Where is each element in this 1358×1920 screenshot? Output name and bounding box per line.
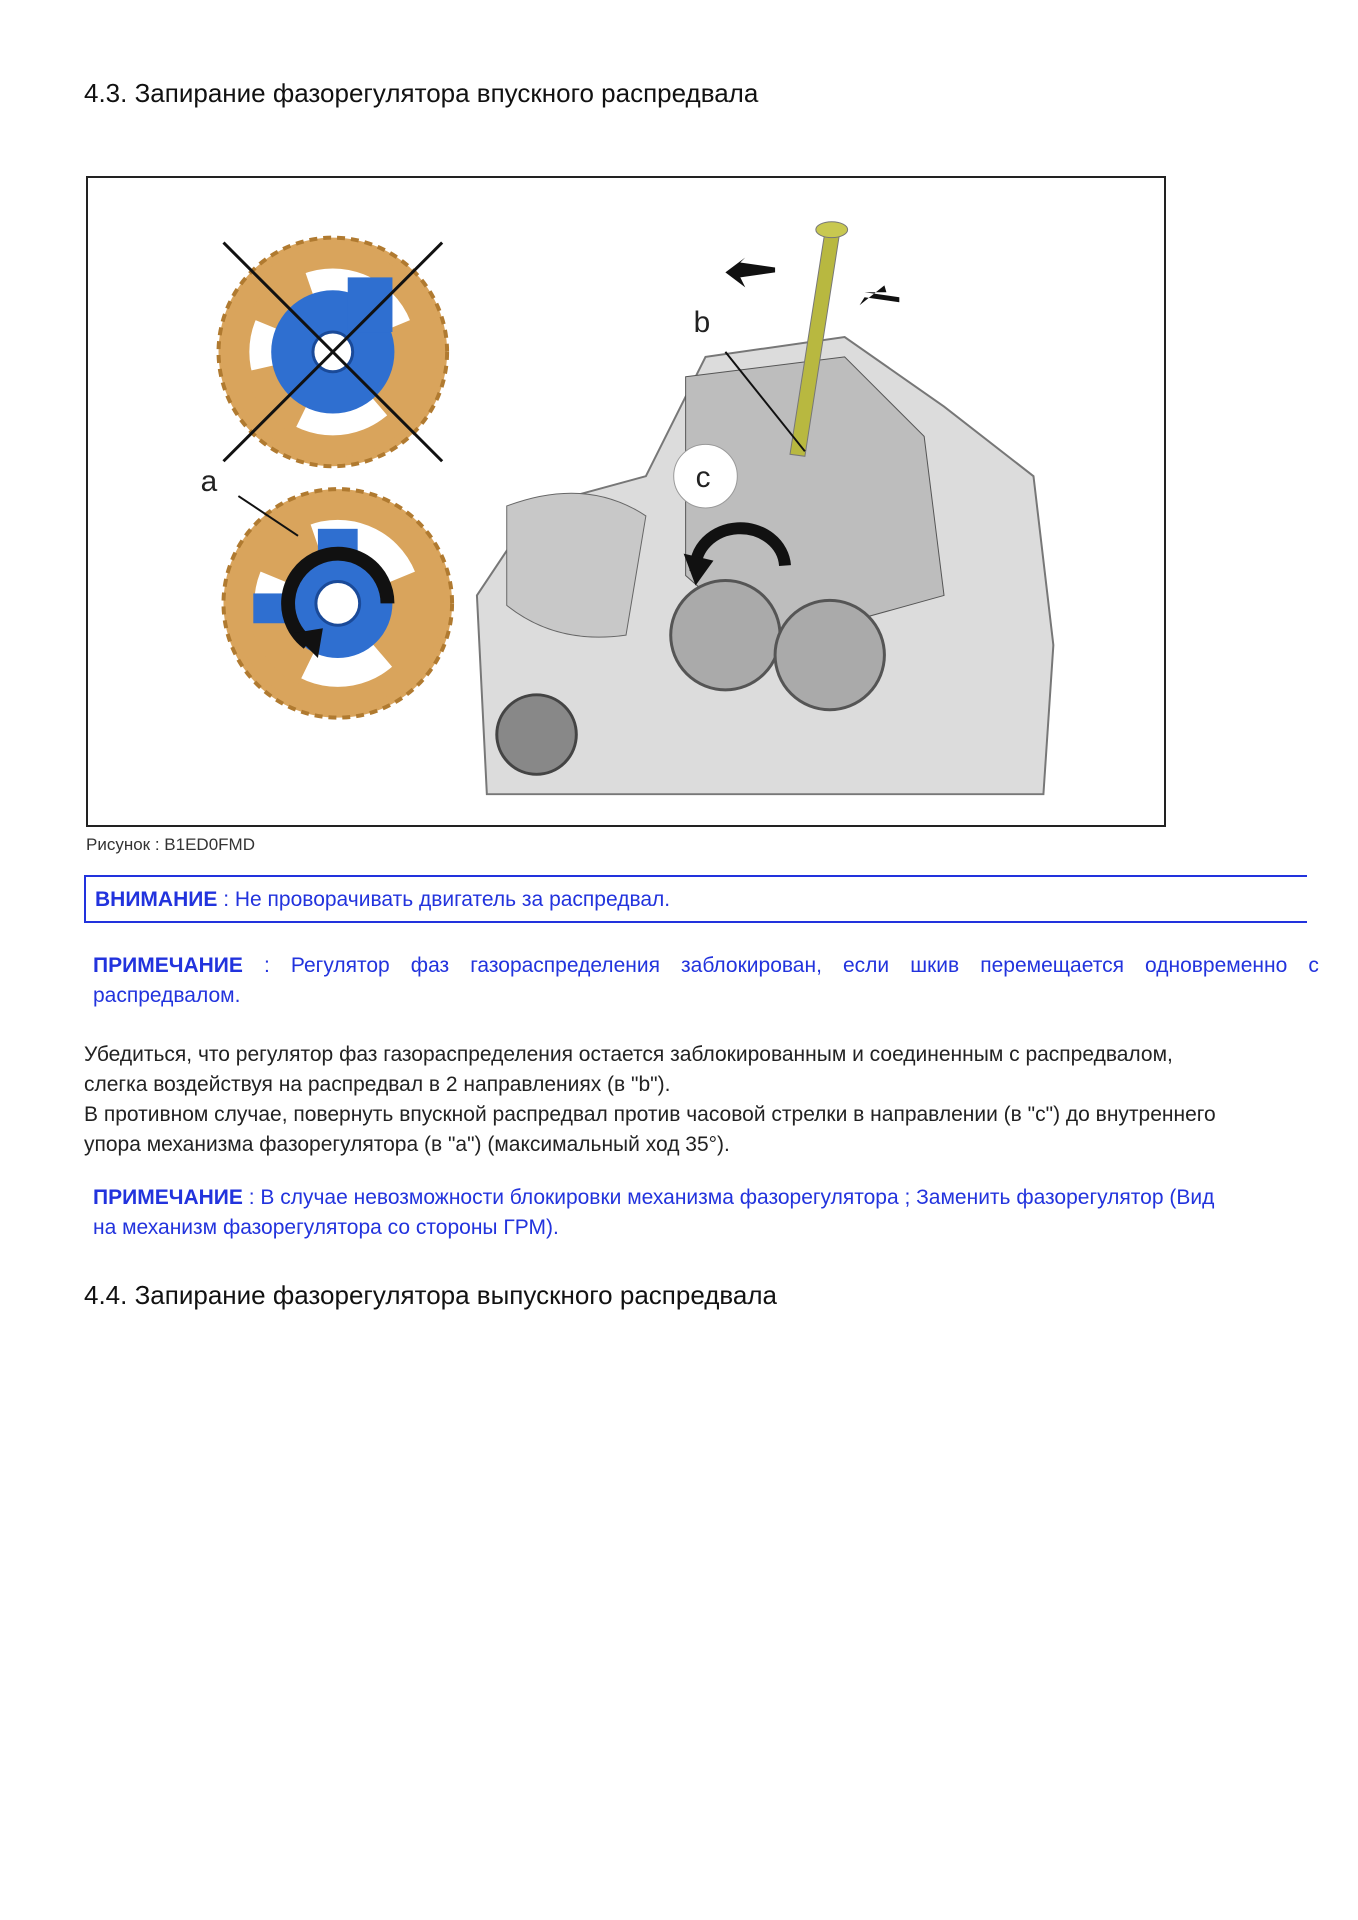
section-heading-4-4: 4.4. Запирание фазорегулятора выпускного распредвала (84, 1280, 777, 1310)
note-2 (93, 1183, 1307, 1243)
paragraph-line: Убедиться, что регулятор фаз газораспределения остается заблокированным и соединенным с распредвалом, (84, 1043, 1173, 1066)
note-text-line2: распредвалом. (93, 984, 241, 1007)
note-word: с (1308, 954, 1319, 977)
figure-caption: Рисунок : B1ED0FMD (86, 835, 255, 854)
label-a: a (200, 465, 218, 499)
note-word: Регулятор (290, 954, 390, 977)
note-text-line2: на механизм фазорегулятора со стороны ГРМ). (93, 1216, 559, 1239)
note-word: : (263, 954, 270, 977)
note-word: газораспределения (470, 954, 660, 977)
note-word: шкив (910, 954, 960, 977)
label-c: c (695, 461, 711, 495)
figure-phaser-locking (86, 176, 1166, 827)
attention-text: : Не проворачивать двигатель за распредвал. (217, 888, 671, 911)
note-word: заблокирован, (681, 954, 822, 977)
gear-wrong-icon (219, 238, 448, 467)
note-1 (93, 951, 1319, 1011)
section-heading-4-3: 4.3. Запирание фазорегулятора впускного распредвала (84, 78, 759, 108)
attention-box (84, 875, 1307, 923)
engine-block (477, 222, 1053, 794)
note-word: перемещается (980, 954, 1124, 977)
label-b: b (693, 306, 711, 340)
note-label: ПРИМЕЧАНИЕ (93, 954, 243, 977)
note-word: фаз (410, 954, 450, 977)
note-word: если (842, 954, 890, 977)
paragraph-line: упора механизма фазорегулятора (в "a") (максимальный ход 35°). (84, 1133, 730, 1156)
gear-correct-icon (223, 489, 452, 718)
instruction-paragraph (84, 1040, 1216, 1160)
note-label: ПРИМЕЧАНИЕ (93, 1186, 243, 1209)
note-word: одновременно (1145, 954, 1288, 977)
paragraph-line: слегка воздействуя на распредвал в 2 направлениях (в "b"). (84, 1073, 671, 1096)
engine-illustration (88, 178, 1164, 825)
paragraph-line: В противном случае, повернуть впускной распредвал против часовой стрелки в направлении (в "c") до внутреннего (84, 1103, 1216, 1126)
note-text-line1: : В случае невозможности блокировки механизма фазорегулятора ; Заменить фазорегулятор (Вид (242, 1186, 1215, 1209)
attention-label: ВНИМАНИЕ (95, 888, 218, 911)
